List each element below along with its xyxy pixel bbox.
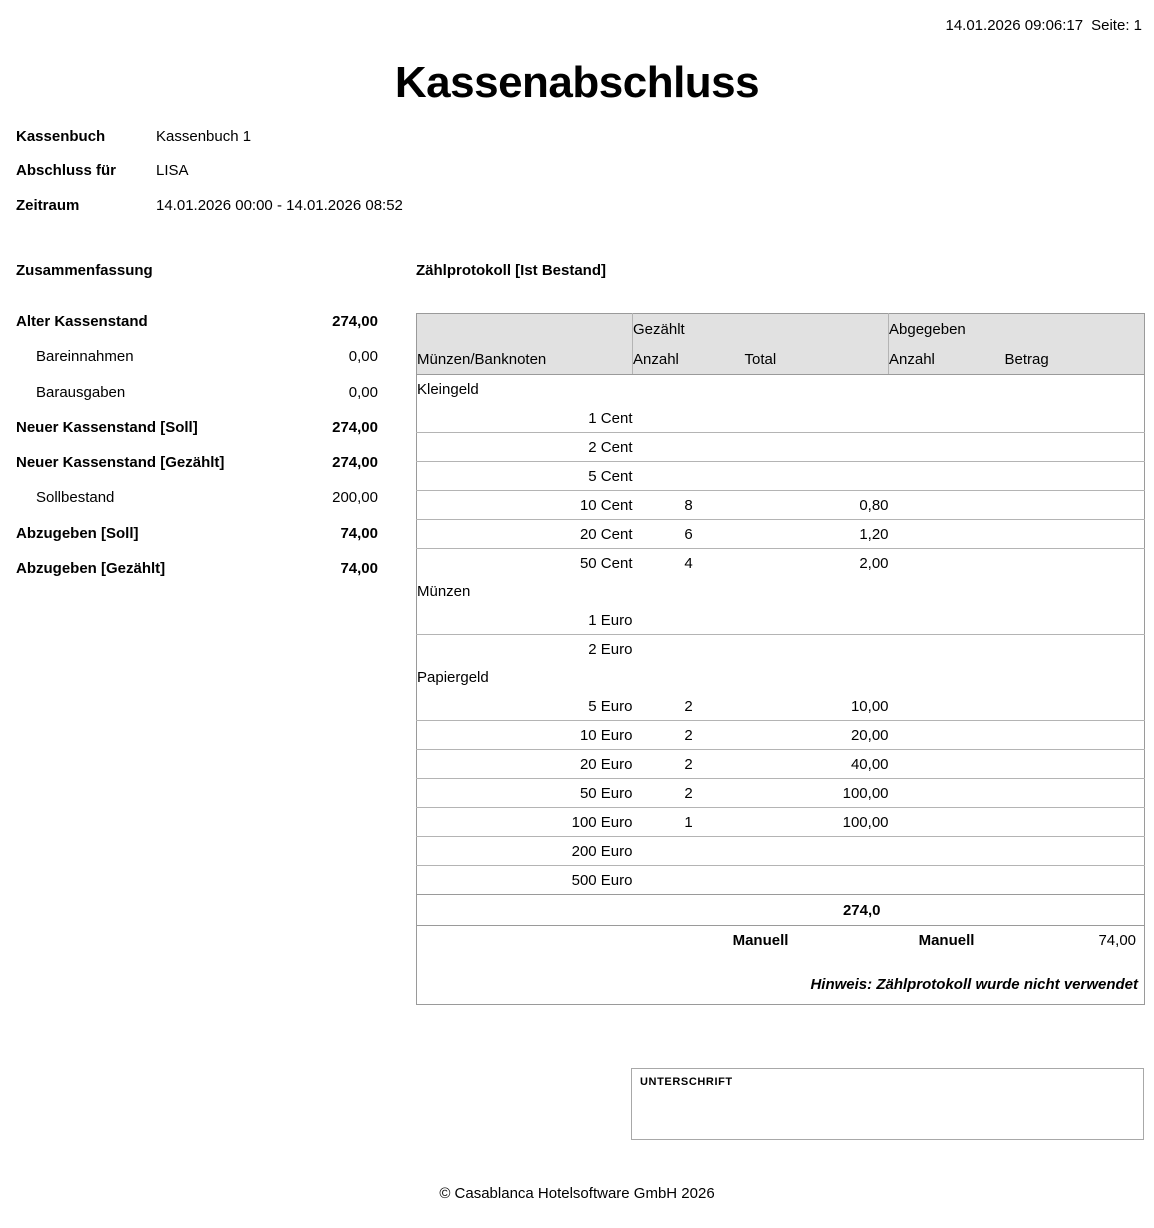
group-header-spacer bbox=[417, 314, 633, 345]
summary-row-label: Bareinnahmen bbox=[36, 348, 134, 366]
denomination-row bbox=[417, 692, 1145, 721]
denomination-label: 20 Cent bbox=[417, 520, 633, 549]
section-label: Kleingeld bbox=[417, 381, 479, 398]
summary-row-label: Alter Kassenstand bbox=[16, 313, 148, 330]
handed-amount-value bbox=[1005, 692, 1145, 721]
section-empty-counted-qty bbox=[633, 577, 745, 606]
handed-amount-value bbox=[1005, 750, 1145, 779]
denomination-label: 200 Euro bbox=[417, 837, 633, 866]
counting-total-value: 274,0 bbox=[745, 895, 889, 926]
meta-row-abschluss-fuer bbox=[16, 162, 403, 179]
counted-qty-value bbox=[633, 866, 745, 895]
summary-row-value: 74,00 bbox=[340, 559, 378, 577]
handed-qty-value bbox=[889, 779, 1005, 808]
handed-amount-value bbox=[1005, 404, 1145, 433]
column-header-handed-amount: Betrag bbox=[1005, 344, 1145, 375]
handed-qty-value bbox=[889, 866, 1005, 895]
total-row-qty-spacer bbox=[633, 895, 745, 926]
counting-note-row bbox=[417, 964, 1145, 1005]
denomination-row bbox=[417, 866, 1145, 895]
meta-label-zeitraum: Zeitraum bbox=[16, 196, 80, 214]
summary-row-label: Barausgaben bbox=[36, 383, 126, 401]
denomination-row bbox=[417, 779, 1145, 808]
counted-total-value bbox=[745, 837, 889, 866]
summary-row bbox=[16, 348, 378, 365]
counted-qty-value: 2 bbox=[633, 779, 745, 808]
summary-row-list bbox=[16, 313, 378, 577]
summary-row-value: 200,00 bbox=[332, 489, 378, 507]
handed-amount-value bbox=[1005, 837, 1145, 866]
manual-entry-row bbox=[417, 926, 1145, 965]
section-empty-counted-total bbox=[745, 375, 889, 405]
handed-amount-value bbox=[1005, 433, 1145, 462]
page-header-page-number: Seite: 1 bbox=[1091, 17, 1142, 34]
summary-row-label: Neuer Kassenstand [Soll] bbox=[16, 418, 198, 436]
section-empty-counted-qty bbox=[633, 375, 745, 405]
column-header-counted-qty: Anzahl bbox=[633, 344, 745, 375]
handed-amount-value bbox=[1005, 779, 1145, 808]
summary-row-value: 274,00 bbox=[332, 454, 378, 471]
denomination-row bbox=[417, 721, 1145, 750]
summary-row-value: 274,00 bbox=[332, 418, 378, 436]
denomination-label: 5 Cent bbox=[417, 462, 633, 491]
counted-total-value: 1,20 bbox=[745, 520, 889, 549]
page-header bbox=[945, 17, 1142, 34]
summary-row bbox=[16, 384, 378, 401]
counted-total-value bbox=[745, 606, 889, 635]
denomination-row bbox=[417, 433, 1145, 462]
summary-row-value: 74,00 bbox=[340, 524, 378, 542]
handed-qty-value bbox=[889, 462, 1005, 491]
counted-total-value bbox=[745, 404, 889, 433]
handed-amount-value bbox=[1005, 635, 1145, 664]
meta-label-abschluss-fuer: Abschluss für bbox=[16, 162, 117, 180]
section-empty-handed-amount bbox=[1005, 577, 1145, 606]
manual-handed-label: Manuell bbox=[889, 926, 1005, 965]
counted-qty-value bbox=[633, 606, 745, 635]
denomination-row bbox=[417, 549, 1145, 578]
counting-protocol-heading: Zählprotokoll [Ist Bestand] bbox=[416, 262, 607, 279]
summary-row bbox=[16, 525, 378, 542]
denomination-row bbox=[417, 606, 1145, 635]
summary-row-label: Abzugeben [Soll] bbox=[16, 524, 139, 542]
counted-qty-value bbox=[633, 462, 745, 491]
denomination-label: 2 Euro bbox=[417, 635, 633, 664]
handed-amount-value bbox=[1005, 549, 1145, 578]
counted-total-value bbox=[745, 866, 889, 895]
denomination-row bbox=[417, 462, 1145, 491]
counted-total-value: 100,00 bbox=[745, 779, 889, 808]
counting-protocol-section bbox=[416, 262, 1144, 1005]
denomination-row bbox=[417, 520, 1145, 549]
section-label: Papiergeld bbox=[417, 669, 489, 686]
denomination-label: 1 Cent bbox=[588, 409, 633, 427]
handed-amount-value bbox=[1005, 721, 1145, 750]
meta-row-kassenbuch bbox=[16, 128, 403, 145]
section-empty-counted-total bbox=[745, 577, 889, 606]
counted-qty-value: 1 bbox=[633, 808, 745, 837]
summary-section bbox=[16, 262, 378, 595]
handed-qty-value bbox=[889, 750, 1005, 779]
column-header-counted-total: Total bbox=[745, 344, 889, 375]
meta-value-zeitraum: 14.01.2026 00:00 - 14.01.2026 08:52 bbox=[156, 196, 403, 214]
handed-qty-value bbox=[889, 692, 1005, 721]
meta-label-kassenbuch: Kassenbuch bbox=[16, 128, 106, 145]
total-row-handed-amount-spacer bbox=[1005, 895, 1145, 926]
denomination-label: 10 Euro bbox=[417, 721, 633, 750]
meta-value-kassenbuch: Kassenbuch 1 bbox=[156, 128, 252, 145]
summary-row bbox=[16, 419, 378, 436]
handed-qty-value bbox=[889, 606, 1005, 635]
column-header-handed-qty: Anzahl bbox=[889, 344, 1005, 375]
counted-qty-value: 6 bbox=[633, 520, 745, 549]
manual-counted-label: Manuell bbox=[633, 926, 889, 965]
summary-row bbox=[16, 454, 378, 471]
counted-total-value: 40,00 bbox=[745, 750, 889, 779]
summary-row-value: 0,00 bbox=[348, 383, 378, 401]
handed-qty-value bbox=[889, 808, 1005, 837]
signature-label: UNTERSCHRIFT bbox=[640, 1076, 733, 1088]
summary-row-value: 0,00 bbox=[348, 348, 378, 366]
section-empty-counted-total bbox=[745, 663, 889, 692]
denomination-section-row bbox=[417, 663, 1145, 692]
section-empty-handed-amount bbox=[1005, 663, 1145, 692]
handed-amount-value bbox=[1005, 462, 1145, 491]
counting-table-head bbox=[417, 314, 1145, 375]
counted-qty-value bbox=[633, 404, 745, 433]
meta-row-zeitraum bbox=[16, 197, 403, 214]
counted-total-value: 100,00 bbox=[745, 808, 889, 837]
section-empty-handed-qty bbox=[889, 577, 1005, 606]
counted-qty-value bbox=[633, 837, 745, 866]
handed-qty-value bbox=[889, 721, 1005, 750]
footer-copyright: © Casablanca Hotelsoftware GmbH 2026 bbox=[439, 1185, 715, 1202]
denomination-row bbox=[417, 635, 1145, 664]
section-label: Münzen bbox=[417, 583, 471, 600]
denomination-label: 5 Euro bbox=[588, 697, 633, 715]
counted-qty-value: 2 bbox=[684, 697, 693, 715]
handed-qty-value bbox=[889, 635, 1005, 664]
counted-qty-value: 2 bbox=[633, 721, 745, 750]
denomination-label: 50 Cent bbox=[417, 549, 633, 578]
denomination-row bbox=[417, 837, 1145, 866]
denomination-label: 10 Cent bbox=[417, 491, 633, 520]
page-header-timestamp: 14.01.2026 09:06:17 bbox=[945, 17, 1084, 34]
counting-note-text: Hinweis: Zählprotokoll wurde nicht verwendet bbox=[810, 975, 1139, 993]
counted-total-value bbox=[745, 462, 889, 491]
counting-table-column-header-row bbox=[417, 344, 1145, 375]
handed-amount-value bbox=[1005, 520, 1145, 549]
handed-qty-value bbox=[889, 433, 1005, 462]
denomination-label: 100 Euro bbox=[417, 808, 633, 837]
counted-qty-value bbox=[633, 635, 745, 664]
denomination-row bbox=[417, 404, 1145, 433]
page-title: Kassenabschluss bbox=[394, 58, 760, 107]
counted-total-value bbox=[745, 433, 889, 462]
manual-row-spacer bbox=[417, 926, 633, 965]
document-meta bbox=[16, 128, 403, 231]
denomination-row bbox=[417, 491, 1145, 520]
section-empty-counted-qty bbox=[633, 663, 745, 692]
manual-handed-amount: 74,00 bbox=[1005, 926, 1145, 965]
denomination-label: 50 Euro bbox=[417, 779, 633, 808]
denomination-label: 500 Euro bbox=[417, 866, 633, 895]
counting-table-group-header-row bbox=[417, 314, 1145, 345]
counted-total-value: 10,00 bbox=[850, 697, 889, 715]
handed-amount-value bbox=[1005, 606, 1145, 635]
counted-qty-value: 8 bbox=[633, 491, 745, 520]
handed-amount-value bbox=[1005, 808, 1145, 837]
denomination-section-row bbox=[417, 577, 1145, 606]
total-row-spacer bbox=[417, 895, 633, 926]
handed-qty-value bbox=[889, 520, 1005, 549]
denomination-row bbox=[417, 808, 1145, 837]
group-header-handed: Abgegeben bbox=[889, 314, 1145, 345]
summary-row bbox=[16, 489, 378, 506]
column-header-denomination: Münzen/Banknoten bbox=[417, 344, 633, 375]
counted-total-value: 2,00 bbox=[745, 549, 889, 578]
handed-qty-value bbox=[889, 837, 1005, 866]
handed-qty-value bbox=[889, 549, 1005, 578]
summary-row-label: Neuer Kassenstand [Gezählt] bbox=[16, 454, 225, 471]
counted-total-value bbox=[745, 635, 889, 664]
handed-qty-value bbox=[889, 491, 1005, 520]
counting-table bbox=[416, 313, 1145, 1005]
counted-total-value: 20,00 bbox=[745, 721, 889, 750]
signature-box[interactable] bbox=[631, 1068, 1144, 1140]
counted-total-value: 0,80 bbox=[745, 491, 889, 520]
summary-row-label: Abzugeben [Gezählt] bbox=[16, 559, 166, 577]
denomination-label: 2 Cent bbox=[417, 433, 633, 462]
handed-amount-value bbox=[1005, 866, 1145, 895]
counted-qty-value bbox=[633, 433, 745, 462]
summary-row-label: Sollbestand bbox=[36, 489, 115, 507]
denomination-row bbox=[417, 750, 1145, 779]
summary-row bbox=[16, 560, 378, 577]
group-header-counted: Gezählt bbox=[633, 314, 889, 345]
counting-total-row bbox=[417, 895, 1145, 926]
total-row-handed-qty-spacer bbox=[889, 895, 1005, 926]
section-empty-handed-amount bbox=[1005, 375, 1145, 405]
meta-value-abschluss-fuer: LISA bbox=[156, 162, 189, 180]
summary-row bbox=[16, 313, 378, 330]
section-empty-handed-qty bbox=[889, 375, 1005, 405]
handed-amount-value bbox=[1005, 491, 1145, 520]
denomination-label: 1 Euro bbox=[588, 611, 633, 629]
denomination-label: 20 Euro bbox=[417, 750, 633, 779]
counted-qty-value: 2 bbox=[633, 750, 745, 779]
section-empty-handed-qty bbox=[889, 663, 1005, 692]
summary-row-value: 274,00 bbox=[332, 313, 378, 330]
denomination-section-row bbox=[417, 375, 1145, 405]
counted-qty-value: 4 bbox=[633, 549, 745, 578]
handed-qty-value bbox=[889, 404, 1005, 433]
counting-table-body bbox=[417, 375, 1145, 1005]
summary-heading: Zusammenfassung bbox=[16, 262, 153, 279]
